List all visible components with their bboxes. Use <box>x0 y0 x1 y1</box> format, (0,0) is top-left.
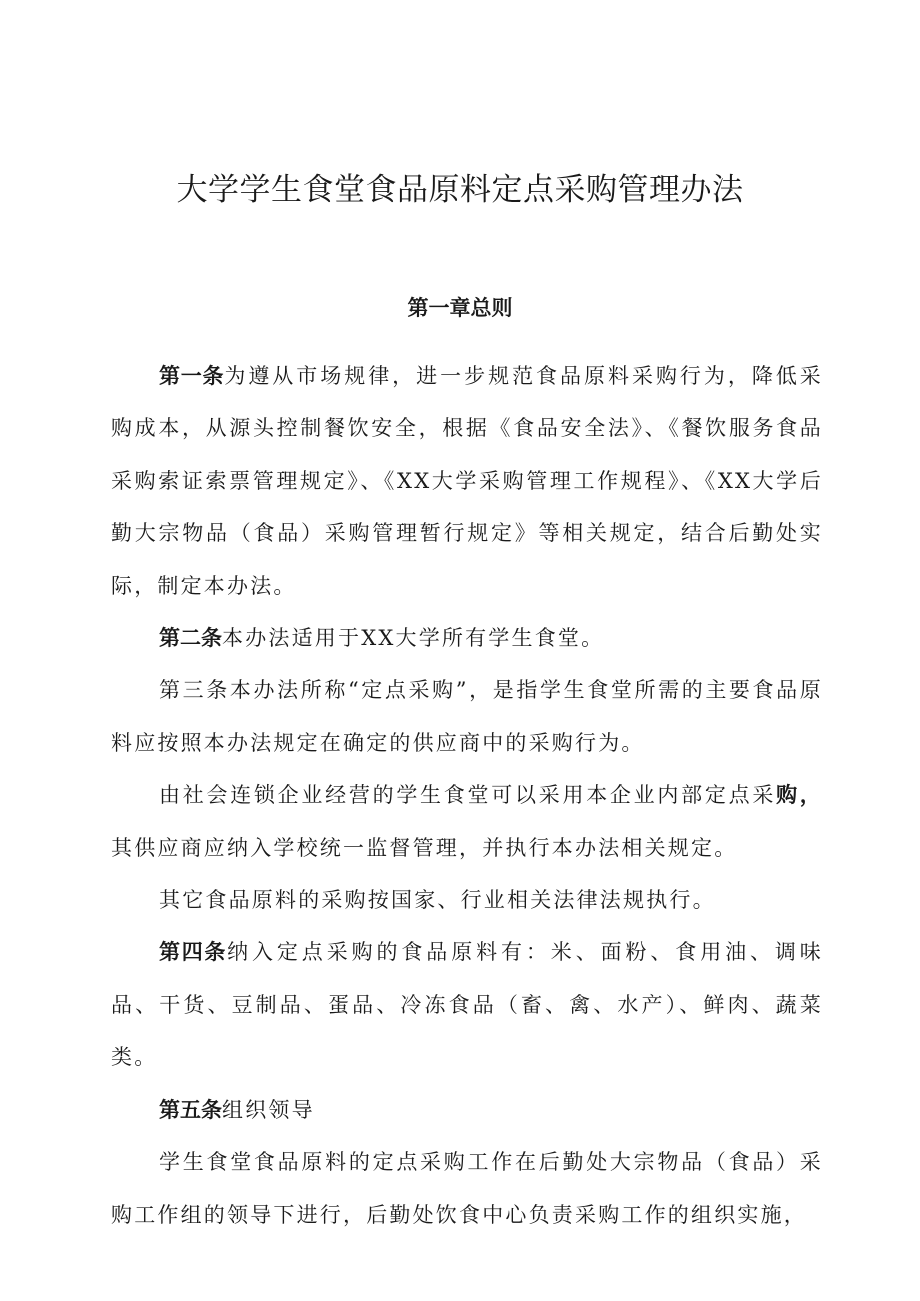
article-5 <box>111 1084 823 1136</box>
chapter-heading: 第一章总则 <box>407 296 513 320</box>
article-3-paragraph-3 <box>111 874 823 926</box>
document-body <box>111 350 823 1241</box>
article-2-text: 本办法适用于XX大学所有学生食堂。 <box>222 626 605 651</box>
article-3-paragraph-2-text-b: 其供应商应纳入学校统一监督管理，并执行本办法相关规定。 <box>111 835 738 860</box>
article-3-paragraph-2-text-a: 由社会连锁企业经营的学生食堂可以采用本企业内部定点采 <box>159 783 777 808</box>
article-1-text: 为遵从市场规律，进一步规范食品原料采购行为，降低采购成本，从源头控制餐饮安全，根据《食品安全法》、《餐饮服务食品采购索证索票管理规定》、《XX大学采购管理工作规程》、《XX大学后勤大宗物品（食品）采购管理暂行规定》等相关规定，结合后勤处实际，制定本办法。 <box>111 364 824 598</box>
article-1 <box>111 350 823 612</box>
article-4-label: 第四条 <box>159 940 228 965</box>
article-3 <box>111 664 823 769</box>
article-5-paragraph-2-text: 学生食堂食品原料的定点采购工作在后勤处大宗物品（食品）采购工作组的领导下进行，后勤处饮食中心负责采购工作的组织实施， <box>111 1150 823 1227</box>
article-4-text: 纳入定点采购的食品原料有：米、面粉、食用油、调味品、干货、豆制品、蛋品、冷冻食品（畜、禽、水产）、鲜肉、蔬菜类。 <box>111 940 823 1070</box>
article-4 <box>111 926 823 1083</box>
article-5-label: 第五条 <box>159 1097 222 1122</box>
article-2 <box>111 612 823 664</box>
article-3-paragraph-3-text: 其它食品原料的采购按国家、行业相关法律法规执行。 <box>159 888 716 913</box>
article-5-paragraph-2 <box>111 1136 823 1241</box>
document-title: 大学学生食堂食品原料定点采购管理办法 <box>176 172 744 208</box>
article-3-paragraph-2-bold: 购， <box>776 782 823 808</box>
article-3-paragraph-2 <box>111 769 823 874</box>
article-5-text: 组织领导 <box>222 1097 315 1122</box>
article-1-label: 第一条 <box>159 364 225 388</box>
article-3-text: 第三条本办法所称“定点采购”，是指学生食堂所需的主要食品原料应按照本办法规定在确定的供应商中的采购行为。 <box>111 678 823 755</box>
article-2-label: 第二条 <box>159 626 222 651</box>
